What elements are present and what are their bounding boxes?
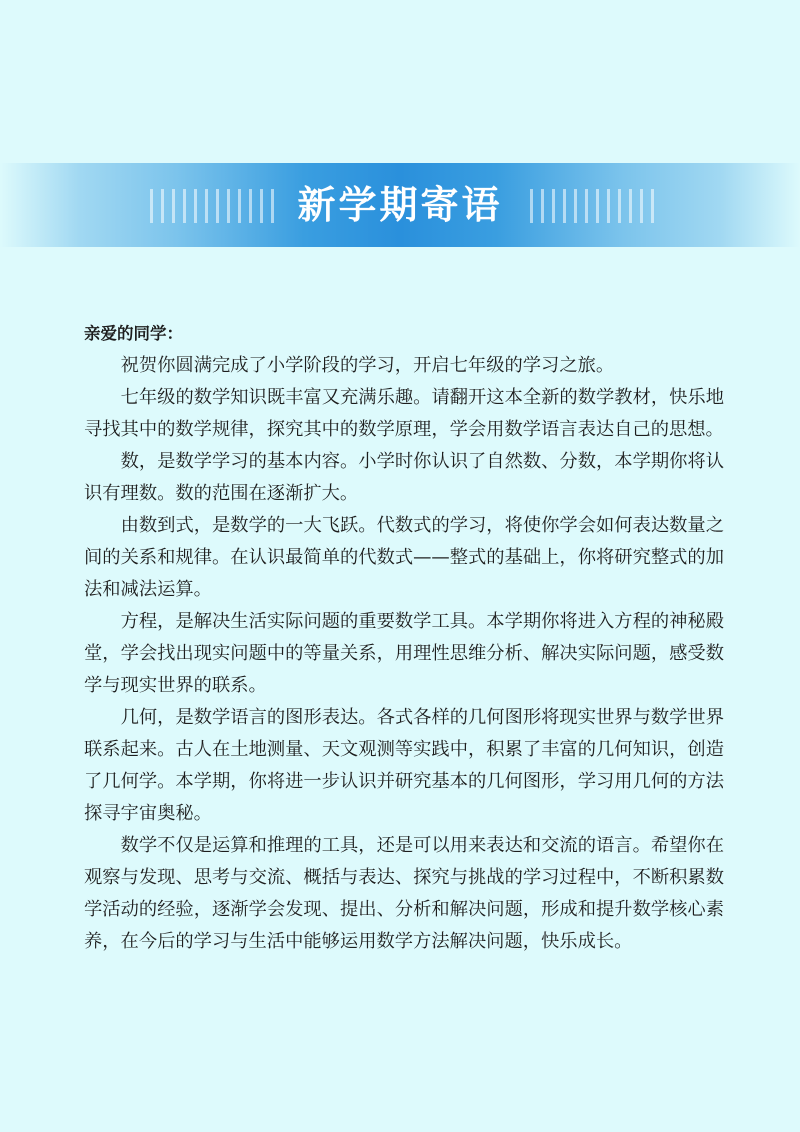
paragraph-congratulations: 祝贺你圆满完成了小学阶段的学习，开启七年级的学习之旅。	[120, 355, 615, 376]
title-banner	[0, 163, 800, 247]
paragraph-geometry: 几何，是数学语言的图形表达。各式各样的几何图形将现实世界与数学世界联系起来。古人在土地测量、天文观测等实践中，积累了丰富的几何知识，创造了几何学。本学期，你将进一步认识并研究基本的几何图形，学习用几何的方法探寻宇宙奥秘。	[84, 707, 724, 824]
paragraph-numbers: 数，是数学学习的基本内容。小学时你认识了自然数、分数，本学期你将认识有理数。数的范围在逐渐扩大。	[84, 451, 724, 504]
letter-body	[84, 318, 724, 958]
salutation: 亲爱的同学：	[84, 324, 183, 343]
paragraph-closing: 数学不仅是运算和推理的工具，还是可以用来表达和交流的语言。希望你在观察与发现、思考与交流、概括与表达、探究与挑战的学习过程中，不断积累数学活动的经验，逐渐学会发现、提出、分析和解决问题，形成和提升数学核心素养，在今后的学习与生活中能够运用数学方法解决问题，快乐成长。	[84, 835, 724, 952]
paragraph-algebraic-expressions: 由数到式，是数学的一大飞跃。代数式的学习，将使你学会如何表达数量之间的关系和规律。在认识最简单的代数式——整式的基础上，你将研究整式的加法和减法运算。	[84, 515, 724, 600]
paragraph-equations: 方程，是解决生活实际问题的重要数学工具。本学期你将进入方程的神秘殿堂，学会找出现实问题中的等量关系，用理性思维分析、解决实际问题，感受数学与现实世界的联系。	[84, 611, 724, 696]
paragraph-grade-seven-math: 七年级的数学知识既丰富又充满乐趣。请翻开这本全新的数学教材，快乐地寻找其中的数学规律，探究其中的数学原理，学会用数学语言表达自己的思想。	[84, 387, 724, 440]
page-title: 新学期寄语	[297, 182, 503, 227]
